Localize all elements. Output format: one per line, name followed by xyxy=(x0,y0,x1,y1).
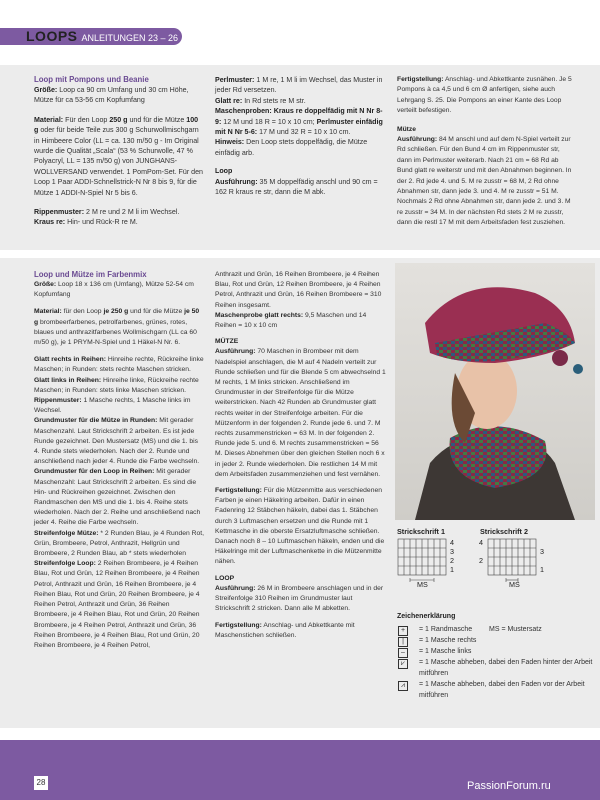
label: Ausführung: xyxy=(215,584,256,592)
label: Fertigstellung: xyxy=(397,76,444,83)
chart1-row-2: 2 xyxy=(450,556,454,565)
chart2-row-3: 3 xyxy=(540,547,544,556)
slip-front-icon: ⩘ xyxy=(398,681,408,691)
label: Maschenprobe glatt rechts: xyxy=(215,311,304,319)
label: Glatt links in Reihen: xyxy=(34,376,102,384)
label: Ausführung: xyxy=(215,177,258,186)
header-title: LOOPS xyxy=(26,28,78,44)
slip-back-icon: ⩗ xyxy=(398,659,408,669)
chart1-row-3: 3 xyxy=(450,547,454,556)
legend-item xyxy=(397,636,597,647)
text: In Rd stets re M str. xyxy=(244,96,306,105)
chart1-title: Strickschrift 1 xyxy=(397,527,445,536)
text: Loop ca 90 cm Umfang und 30 cm Höhe, Mütze für ca 53-56 cm Kopfumfang xyxy=(34,86,189,105)
text: 12 M und 18 R = 10 x 10 cm; xyxy=(223,117,315,126)
text: Den Loop stets doppelfädig, die Mütze einfädig arb. xyxy=(215,138,368,157)
text: Anschlag- und Abkettkante mit Maschenstichen schließen. xyxy=(215,621,355,639)
legend-item xyxy=(397,647,597,658)
s1-col1 xyxy=(34,75,204,231)
text: Hinreihe rechte, Rückreihe linke Maschen; in Runden: stets rechte Maschen stricken. xyxy=(34,356,204,374)
page-header xyxy=(0,0,600,50)
text: 70 Maschen in Brombeer mit dem Nadelspiel anschlagen, die M auf 4 Nadeln verteilt zur Runde schließen und für die Blende 5 cm abwechselnd 1 M rechts, 1 M links stricken. Anschließend im Grundmuster in der Streifenfolge für die Mütze weiterstricken. Nach 42 Runden ab Grundmuster glatt rechts weiter in der Streifenfolge arbeiten. Für die Mützenform in der folgenden 2. Runde jede 6. und 7. M rechts zusammenstricken = 63 M. In der folgenden 2. Runde jede 5. und 6. M rechts zusammenstricken = 56 M. Dieses Abnehmen über den gleichen Stellen noch 6 x in jeder 2. Runde wiederholen. Die restlichen 14 M mit dem Arbeitsfaden zusammenziehen und fest vernähen. xyxy=(215,348,386,478)
heading: Mütze xyxy=(397,125,416,133)
text: 9,5 Maschen und 14 Reihen = 10 x 10 cm xyxy=(215,311,367,330)
s2-title: Loop und Mütze im Farbenmix xyxy=(34,270,147,279)
text: 250 g xyxy=(109,115,128,124)
label: Rippenmuster: xyxy=(34,397,82,405)
text: Loop 18 x 136 cm (Umfang), Mütze 52-54 cm Kopfumfang xyxy=(34,281,194,299)
legend-title: Zeichenerklärung xyxy=(397,613,456,620)
text: = 1 Masche abheben, dabei den Faden hinter der Arbeit mitführen xyxy=(419,659,593,677)
label: Größe: xyxy=(34,281,57,288)
text: 17 M und 32 R = 10 x 10 cm. xyxy=(259,128,351,137)
text: = 1 Masche abheben, dabei den Faden vor der Arbeit mitführen xyxy=(419,681,585,699)
purl-stitch-icon: – xyxy=(398,648,408,658)
label: Perlmuster einfädig mit N Nr 5-6: xyxy=(215,117,383,137)
text: 2 M re und 2 M li im Wechsel. xyxy=(86,208,180,217)
chart2-ms: MS xyxy=(509,580,520,589)
text: Hin- und Rück-R re M. xyxy=(67,218,138,227)
text: = 1 Masche rechts xyxy=(419,637,477,645)
chart2-row-1: 1 xyxy=(540,565,544,574)
heading: Loop xyxy=(215,167,233,176)
page-number: 28 xyxy=(34,776,48,790)
legend-item xyxy=(397,625,597,636)
heading: MÜTZE xyxy=(215,338,239,346)
label: Glatt rechts in Reihen: xyxy=(34,356,107,364)
text: 26 M in Brombeere anschlagen und in der Streifenfolge 310 Reihen im Grundmuster laut Strickschrift 2 stricken. Dann alle M abketten. xyxy=(215,584,384,613)
label: Fertigstellung: xyxy=(215,487,262,495)
text: Für die Mützenmitte aus verschiedenen Farben je einen Häkelring arbeiten. Dafür in einen Fadenring 12 Stäbchen häkeln, dabei das 1. Stäbchen durch 3 Luftmaschen ersetzen und die Runde mit 1 Kettmasche in die oberste Ersatzluftmasche schließen. Danach noch 8 – 10 Luftmaschen häkeln, enden und die Häkelringe mit der Luftmaschenkette in die Mützenmitte nähen. xyxy=(215,487,385,566)
label: Streifenfolge Loop: xyxy=(34,560,96,568)
chart2-row-2: 2 xyxy=(479,556,483,565)
text: MS = Mustersatz xyxy=(489,626,542,634)
edge-stitch-icon: + xyxy=(398,626,408,636)
label: Material: xyxy=(34,308,62,316)
label: Fertigstellung: xyxy=(215,621,262,629)
label: Ausführung: xyxy=(397,136,438,144)
section-loop-pompons xyxy=(0,65,600,250)
label: Perlmuster: xyxy=(215,76,255,84)
text: 1 M re, 1 M li im Wechsel, das Muster in jeder Rd versetzen. xyxy=(215,76,383,95)
legend-item xyxy=(397,658,597,680)
text: Mit gerader Maschenzahl: Laut Strickschrift 2 arbeiten. Es sind die Hin- und Rückreihen gezeichnet. Zwischen den Randmaschen den MS und die 1. bis 4. Reihe stets wiederholen. Nach der 2. Reihe und anschließend nach jeder 4. Reihe die Farbe wechseln. xyxy=(34,468,201,527)
text: = 1 Randmasche xyxy=(419,626,473,634)
label: Kraus re: xyxy=(34,218,66,227)
label: Hinweis: xyxy=(215,138,245,147)
text: oder für beide Teile zus 300 g Schurwollmischgarn in Himbeere Color (LL = ca. 130 m/50 g - Im Original wurde die Qualität „Scala“ (53 % Schurwolle, 47 % Polyacryl, LL = 135 m/50 g) von JUNGHANS-WOLLVERSAND verwendet. 1 PomPom-Set. Für den Loop 1 Paar ADDI-Schnellstrick-N Nr 8 bis 9, für die Mütze 1 ADDI-N-Spiel Nr 5 bis 6. xyxy=(34,126,203,197)
text: Hinreihe linke, Rückreihe rechte Maschen; in Runden: stets linke Maschen stricken. xyxy=(34,376,199,394)
label: Rippenmuster: xyxy=(34,208,85,217)
label: Material: xyxy=(34,115,64,124)
model-photo xyxy=(395,263,595,520)
label: Glatt re: xyxy=(215,96,243,105)
text: Für den Loop xyxy=(65,115,108,124)
text: für den Loop xyxy=(63,308,102,316)
text: je 50 g xyxy=(34,308,200,326)
label: Grundmuster für den Loop in Reihen: xyxy=(34,468,155,476)
s1-col2 xyxy=(215,75,387,200)
chart2-row-4: 4 xyxy=(479,538,483,547)
text: je 250 g xyxy=(103,308,129,316)
text: Anschlag- und Abkettkante zusnähen. Je 5 Pompons à ca 4,5 und 6 cm Ø anfertigen, siehe auch Lehrgang S. 25. Die Pompons an einer Kante des Loop verteilt befestigen. xyxy=(397,76,572,115)
text: = 1 Masche links xyxy=(419,648,472,656)
section-tab xyxy=(0,28,182,45)
label: Streifenfolge Mütze: xyxy=(34,529,99,537)
chart1-ms: MS xyxy=(417,580,428,589)
text: und für die Mütze xyxy=(129,115,185,124)
label: Grundmuster für die Mütze in Runden: xyxy=(34,417,158,425)
text: 84 M anschl und auf dem N-Spiel verteilt zur Rd schließen. Für den Bund 4 cm im Rippenmuster str, dann im Perlmuster weiterarb. Nach 21 cm = 68 Rd ab Bund glatt re weiterstr und mit den Abnahmen beginnen. In der 2. Rd jede 4. und 5. M re zusstr = 68 M, 2 Rd ohne Abnahmen str, dann jede 3. und 4. M re zusstr = 51 M. Nochmals 2 Rd ohne Abnahmen str, dann jede 2. und 3. M re zusstr = 34 M. In der nächsten Rd stets 2 M re zusstr, dann die restl 17 M mit dem Arbeitsfaden fest zusziehen. xyxy=(397,136,572,227)
legend xyxy=(397,612,597,702)
text: Anthrazit und Grün, 16 Reihen Brombeere, je 4 Reihen Blau, Rot und Grün, 12 Reihen Brombeere, je 4 Reihen Petrol, Anthrazit und Grün, 16 Reihen Brombeere = 310 Reihen insgesamt. xyxy=(215,271,382,309)
watermark: PassionForum.ru xyxy=(467,780,551,792)
s2-col1 xyxy=(34,270,204,654)
text: Mit gerader Maschenzahl. Laut Strickschrift 2 arbeiten. Es ist jede Runde gezeichnet. Den Mustersatz (MS) und die 1. bis 4. Runde stets wiederholen. Nach der 2. Runde und anschließend nach jeder 4. Runde die Farbe wechseln. xyxy=(34,417,200,466)
text: brombeerfarbenes, petrolfarbenes, grünes, rotes, blaues und anthrazitfarbenes Wollmischgarn (LL ca 60 m/50 g), je 1 PRYM-N-Spiel und 1 Häkel-N Nr. 6. xyxy=(34,318,197,347)
text: und für die Mütze xyxy=(130,308,183,316)
text: 2 Reihen Brombeere, je 4 Reihen Blau, Rot und Grün, 12 Reihen Brombeere, je 4 Reihen Petrol, Anthrazit und Grün, 16 Reihen Brombeere, je 4 Reihen Blau, Rot und Grün, 20 Reihen Brombeere, je 4 Reihen Petrol, Anthrazit und Grün, 36 Reihen Brombeere, je 4 Reihen Blau, Rot und Grün, 20 Reihen Brombeere, je 4 Reihen Petrol, Anthrazit und Grün, 36 Reihen Brombeere, je 4 Reihen Blau, Rot und Grün, 20 Reihen Brombeere, je 4 Reihen Petrol, xyxy=(34,560,200,649)
label: Maschenproben: Kraus re doppelfädig mit N Nr 8-9: xyxy=(215,107,383,126)
s1-title: Loop mit Pompons und Beanie xyxy=(34,75,149,84)
chart1-row-1: 1 xyxy=(450,565,454,574)
chart1-row-4: 4 xyxy=(450,538,454,547)
knit-stitch-icon: | xyxy=(398,637,408,647)
text: 35 M doppelfädig anschl und 90 cm = 162 R kraus re str, dann die M abk. xyxy=(215,177,378,197)
legend-item xyxy=(397,680,597,702)
s2-col2 xyxy=(215,270,387,644)
header-subtitle: ANLEITUNGEN 23 – 26 xyxy=(81,33,179,43)
label: Größe: xyxy=(34,86,58,94)
photo-illustration xyxy=(395,263,595,520)
chart2-title: Strickschrift 2 xyxy=(480,527,528,536)
heading: LOOP xyxy=(215,574,235,582)
s1-col3 xyxy=(397,75,573,232)
label: Ausführung: xyxy=(215,348,256,356)
text: * 2 Runden Blau, je 4 Runden Rot, Grün, Brombeere, Petrol, Anthrazit, Hellgrün und Brombeere, 2 Runden Blau, ab * stets wiederholen xyxy=(34,529,204,558)
text: 100 g xyxy=(34,115,199,135)
text: 1 Masche rechts, 1 Masche links im Wechsel. xyxy=(34,397,191,415)
